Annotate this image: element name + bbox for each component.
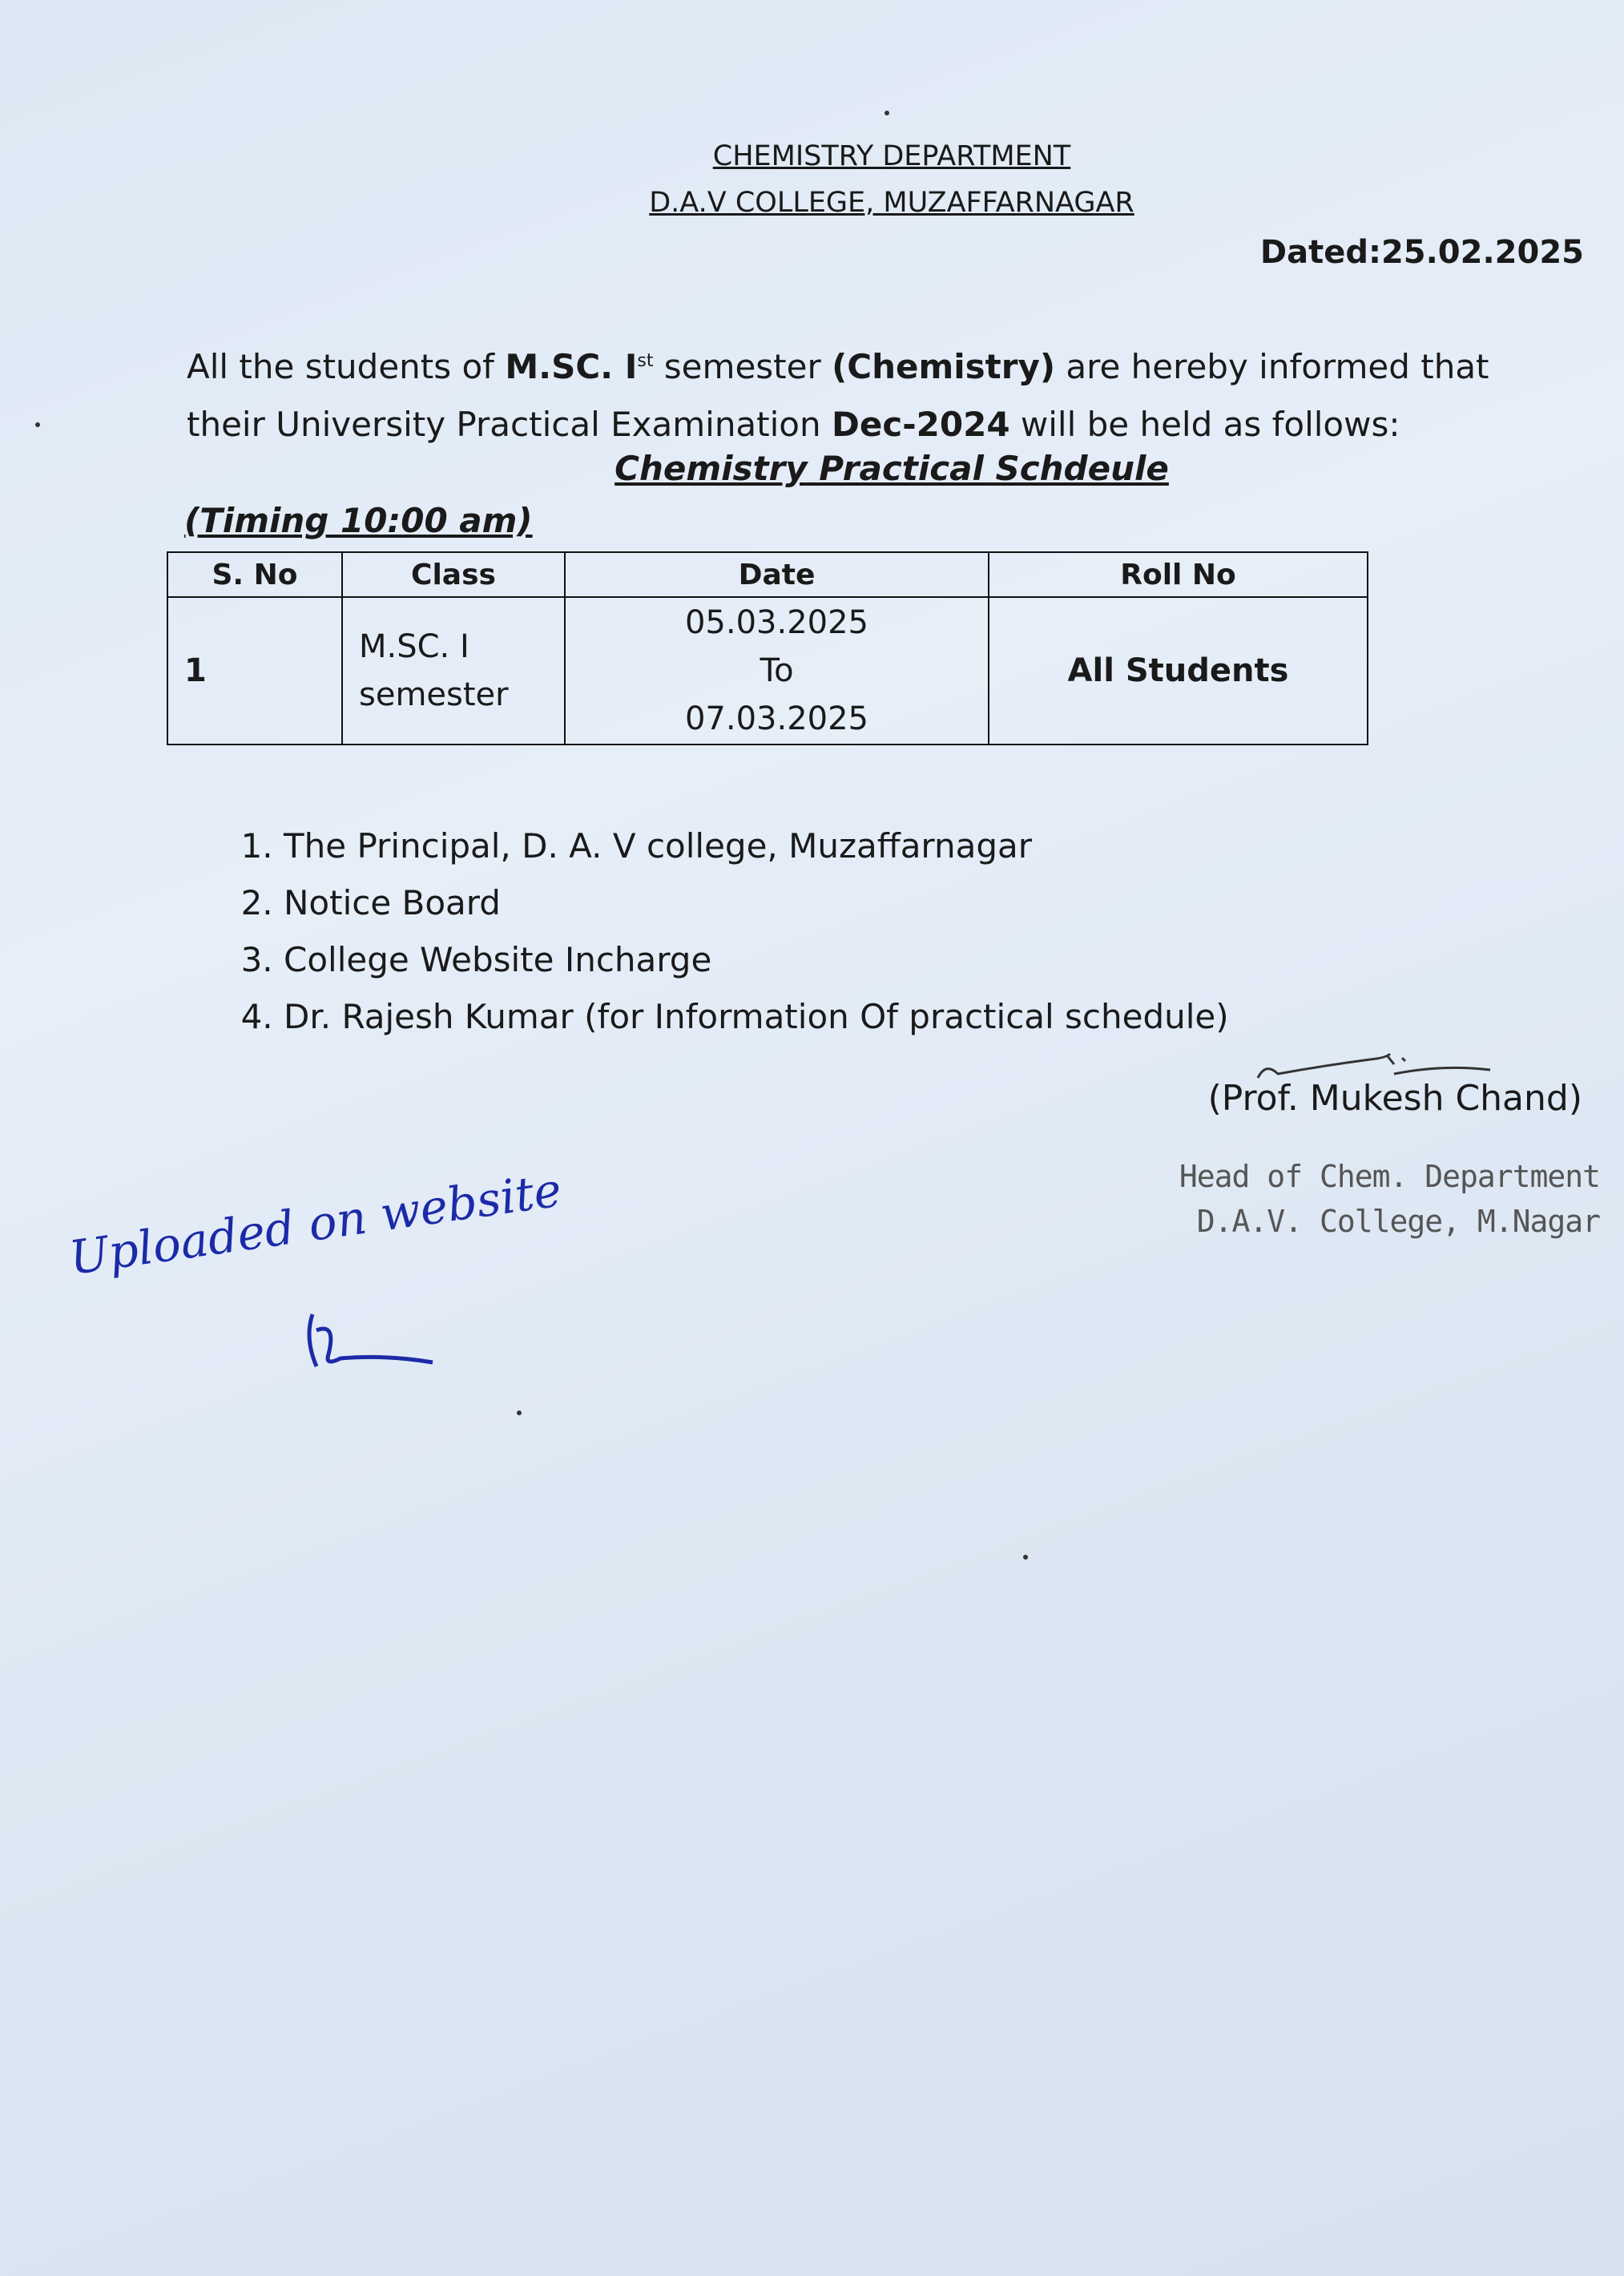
notice-session: Dec-2024 — [831, 405, 1010, 444]
cell-sno: 1 — [167, 597, 342, 745]
table-header-row — [167, 552, 1368, 597]
header-roll: Roll No — [989, 552, 1368, 597]
date-from: 05.03.2025 — [684, 604, 869, 641]
date-separator: To — [760, 652, 794, 689]
paper-speck — [885, 111, 889, 115]
list-item: 2. Notice Board — [284, 874, 1229, 931]
signatory-name: (Prof. Mukesh Chand) — [1207, 1078, 1582, 1119]
schedule-table — [167, 551, 1368, 745]
notice-superscript: st — [637, 351, 654, 371]
cell-date — [565, 597, 989, 745]
timing-label: (Timing 10:00 am) — [184, 501, 533, 540]
list-item: 4. Dr. Rajesh Kumar (for Information Of practical schedule) — [284, 988, 1229, 1045]
list-item: 3. College Website Incharge — [284, 931, 1229, 988]
cell-class — [342, 597, 565, 745]
stamp-line: Head of Chem. Department — [1179, 1159, 1600, 1194]
date-line: Dated:25.02.2025 — [1259, 234, 1584, 271]
paper-speck — [35, 422, 40, 427]
notice-text: All the students of — [187, 347, 506, 386]
copy-to-list — [229, 817, 1229, 1045]
schedule-title: Chemistry Practical Schdeule — [615, 449, 1169, 488]
list-item: 1. The Principal, D. A. V college, Muzaffarnagar — [284, 817, 1229, 874]
handwritten-text: Uploaded on website — [66, 1162, 565, 1285]
table-row — [167, 597, 1368, 745]
notice-text: semester — [653, 347, 832, 386]
college-heading: D.A.V COLLEGE, MUZAFFARNAGAR — [649, 187, 1134, 219]
handwritten-upload-note — [64, 1162, 565, 1394]
paper-speck — [1023, 1555, 1028, 1560]
notice-text: are hereby informed that their University Practical Examination — [187, 347, 1489, 444]
stamp-line: D.A.V. College, M.Nagar — [1196, 1204, 1600, 1239]
date-to: 07.03.2025 — [684, 700, 869, 737]
class-line: semester — [359, 676, 509, 713]
notice-subject: (Chemistry) — [832, 347, 1056, 386]
cell-roll: All Students — [989, 597, 1368, 745]
header-class: Class — [342, 552, 565, 597]
notice-paragraph — [187, 333, 1565, 454]
notice-text: will be held as follows: — [1009, 405, 1400, 444]
department-stamp — [1179, 1154, 1600, 1244]
paper-speck — [517, 1410, 522, 1415]
class-line: M.SC. I — [359, 628, 469, 665]
initials-scribble — [309, 1314, 433, 1366]
notice-class: M.SC. I — [505, 347, 638, 386]
header-sno: S. No — [167, 552, 342, 597]
department-heading: CHEMISTRY DEPARTMENT — [712, 140, 1071, 172]
header-date: Date — [565, 552, 989, 597]
